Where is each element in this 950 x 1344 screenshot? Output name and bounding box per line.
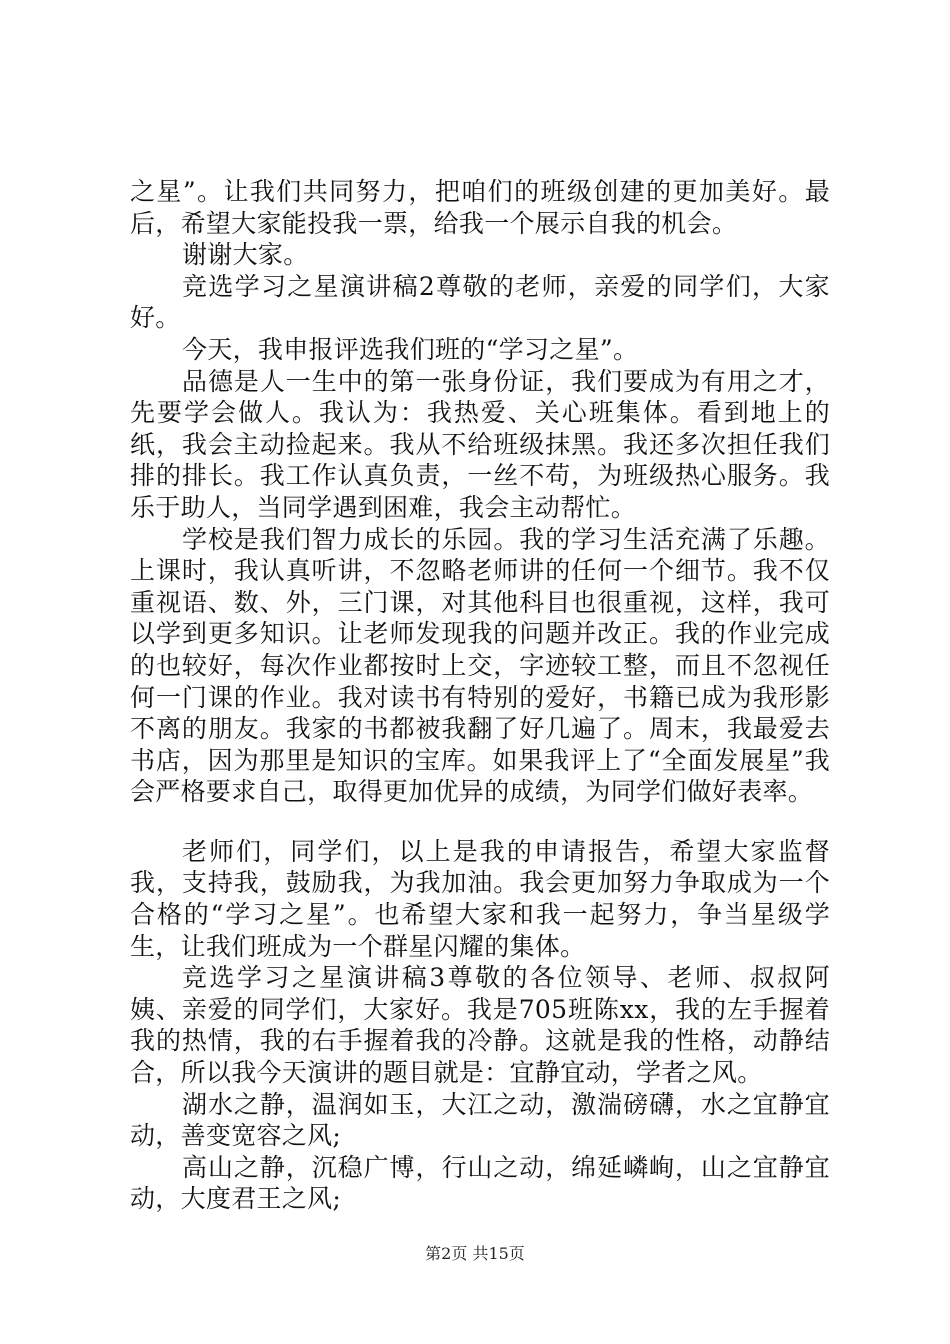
paragraph-thanks: 谢谢大家。 <box>182 240 309 270</box>
paragraph-character: 品德是人一生中的第一张身份证，我们要成为有用之才，先要学会做人。我认为：我热爱、关心班集体。看到地上的纸，我会主动捡起来。我从不给班级抹黑。我还多次担任我们排的排长。我工作认真负责，一丝不苟，为班级热心服务。我乐于助人，当同学遇到困难，我会主动帮忙。 <box>130 366 830 522</box>
page-number-label: 第2页 共15页 <box>425 1244 525 1263</box>
document-body <box>130 176 830 1215</box>
paragraph-speech-3-heading: 竞选学习之星演讲稿3尊敬的各位领导、老师、叔叔阿姨、亲爱的同学们，大家好。我是705班陈xx，我的左手握着我的热情，我的右手握着我的冷静。这就是我的性格，动静结合，所以我今天演讲的题目就是：宜静宜动，学者之风。 <box>130 963 830 1088</box>
paragraph-closing: 老师们，同学们，以上是我的申请报告，希望大家监督我，支持我，鼓励我，为我加油。我会更加努力争取成为一个合格的“学习之星”。也希望大家和我一起努力，争当星级学生，让我们班成为一个群星闪耀的集体。 <box>130 836 830 961</box>
paragraph-application: 今天，我申报评选我们班的“学习之星”。 <box>182 334 639 364</box>
paragraph-high-mountain: 高山之静，沉稳广博，行山之动，绵延嶙峋，山之宜静宜动，大度君王之风; <box>130 1152 830 1214</box>
paragraph-study: 学校是我们智力成长的乐园。我的学习生活充满了乐趣。上课时，我认真听讲，不忽略老师讲的任何一个细节。我不仅重视语、数、外，三门课，对其他科目也很重视，这样，我可以学到更多知识。让老师发现我的问题并改正。我的作业完成的也较好，每次作业都按时上交，字迹较工整，而且不忽视任何一门课的作业。我对读书有特别的爱好，书籍已成为我形影不离的朋友。我家的书都被我翻了好几遍了。周末，我最爱去书店，因为那里是知识的宝库。如果我评上了“全面发展星”我会严格要求自己，取得更加优异的成绩，为同学们做好表率。 <box>130 524 830 807</box>
paragraph-gap <box>130 808 830 836</box>
paragraph-lake-water: 湖水之静，温润如玉，大江之动，激湍磅礴，水之宜静宜动，善变宽容之风; <box>130 1089 830 1151</box>
paragraph-speech-2-heading: 竞选学习之星演讲稿2尊敬的老师，亲爱的同学们，大家好。 <box>130 271 830 333</box>
page-footer <box>0 1244 950 1264</box>
paragraph-continuation: 之星”。让我们共同努力，把咱们的班级创建的更加美好。最后，希望大家能投我一票，给我一个展示自我的机会。 <box>130 177 830 238</box>
